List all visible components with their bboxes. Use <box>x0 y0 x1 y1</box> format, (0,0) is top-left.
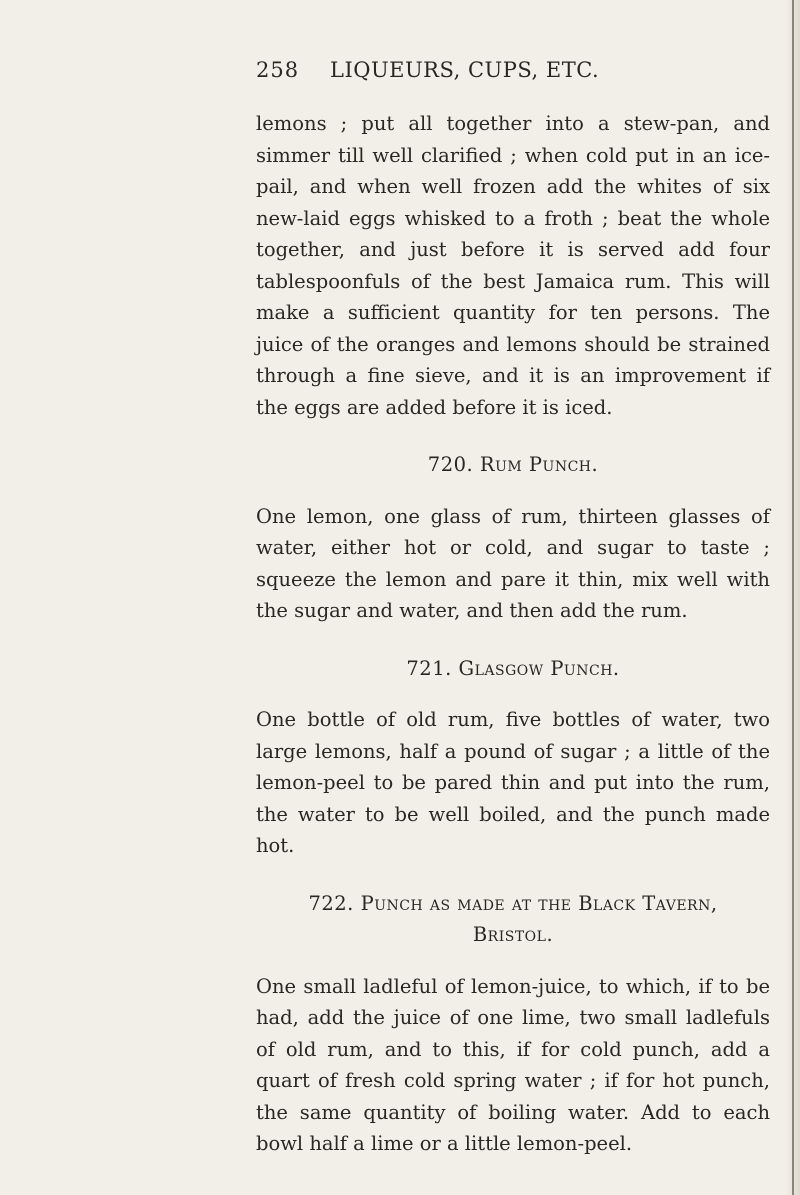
page-number: 258 <box>256 58 300 82</box>
page-body <box>256 108 770 1160</box>
glasgow-punch-paragraph: One bottle of old rum, five bottles of water, two large lemons, half a pound of sugar ; a little of the lemon-peel to be pared thin and put into the rum, the water to be well boiled, and the punch made hot. <box>256 708 770 857</box>
rum-punch-paragraph: One lemon, one glass of rum, thirteen glasses of water, either hot or cold, and sugar to taste ; squeeze the lemon and pare it thin, mix well with the sugar and water, and then add the rum. <box>256 504 770 622</box>
running-title: LIQUEURS, CUPS, ETC. <box>330 58 600 82</box>
recipe-heading-722 <box>256 888 770 951</box>
recipe-heading-722-line1: 722. Punch as made at the Black Tavern, <box>308 891 718 915</box>
recipe-heading-722-line2: Bristol. <box>472 923 554 946</box>
recipe-heading-720: 720. Rum Punch. <box>427 453 599 476</box>
running-head <box>0 58 800 92</box>
page-edge-line <box>792 0 794 1195</box>
recipe-heading-721: 721. Glasgow Punch. <box>406 656 620 680</box>
black-tavern-punch-paragraph: One small ladleful of lemon-juice, to which, if to be had, add the juice of one lime, two small ladlefuls of old rum, and to this, if for cold punch, add a quart of fresh cold spring water ; if for hot punch, the same quantity of boiling water. Add to each bowl half a lime or a little lemon-peel. <box>256 974 770 1155</box>
intro-paragraph: lemons ; put all together into a stew-pan, and simmer till well clarified ; when cold put in an ice-pail, and when well frozen add the whites of six new-laid eggs whisked to a froth ; beat the whole together, and just before it is served add four tablespoonfuls of the best Jamaica rum. This will make a sufficient quantity for ten persons. The juice of the oranges and lemons should be strained through a fine sieve, and it is an improvement if the eggs are added before it is iced. <box>256 112 770 419</box>
